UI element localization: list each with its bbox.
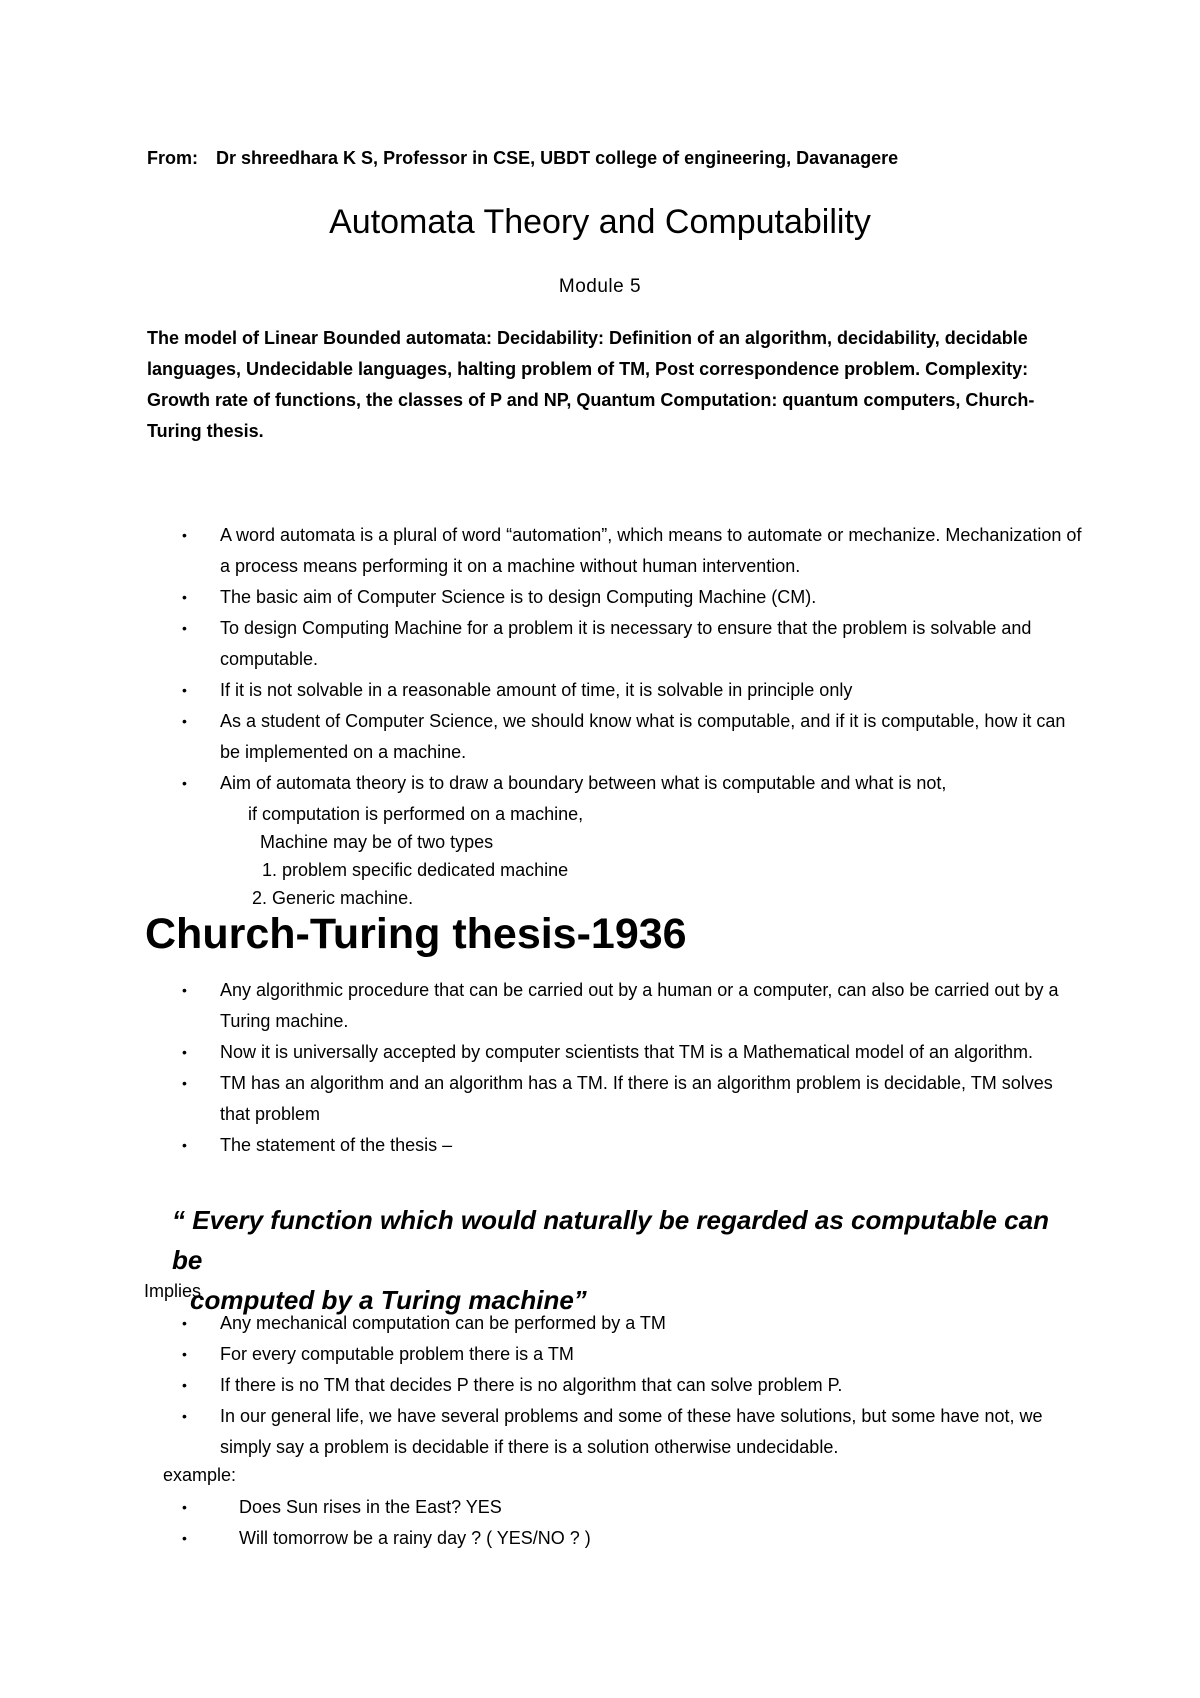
bullet-icon: • <box>182 1530 187 1546</box>
list-item: • For every computable problem there is a TM <box>147 1339 1087 1370</box>
thesis-quote <box>172 1200 1072 1320</box>
list-item: • Aim of automata theory is to draw a boundary between what is computable and what is not, <box>147 768 1087 799</box>
module-label: Module 5 <box>558 276 642 297</box>
bullet-icon: • <box>182 775 187 791</box>
machine-types-label: Machine may be of two types <box>260 832 494 852</box>
continuation-text: if computation is performed on a machine, <box>248 804 584 824</box>
list-item: • Any algorithmic procedure that can be carried out by a human or a computer, can also be carried out by a Turing machine. <box>147 975 1087 1037</box>
bullet-icon: • <box>182 982 187 998</box>
example-label: example: <box>163 1465 237 1485</box>
bullet-icon: • <box>182 620 187 636</box>
list-item: • As a student of Computer Science, we should know what is computable, and if it is computable, how it can be implemented on a machine. <box>147 706 1087 768</box>
document-title: Automata Theory and Computability <box>329 203 871 241</box>
bullet-icon: • <box>182 1044 187 1060</box>
intro-bullet-list <box>147 520 1087 799</box>
list-item: • If there is no TM that decides P there is no algorithm that can solve problem P. <box>147 1370 1087 1401</box>
author-text: Dr shreedhara K S, Professor in CSE, UBDT college of engineering, Davanagere <box>216 148 899 168</box>
quote-line: computed by a Turing machine” <box>190 1285 587 1315</box>
bullet-icon: • <box>182 713 187 729</box>
bullet-icon: • <box>182 1137 187 1153</box>
bullet-icon: • <box>182 682 187 698</box>
author-line <box>147 148 898 169</box>
machine-type-item: 1. problem specific dedicated machine <box>262 860 569 880</box>
bullet-icon: • <box>182 1075 187 1091</box>
implies-label: Implies <box>144 1281 202 1301</box>
list-item: • Any mechanical computation can be performed by a TM <box>147 1308 1087 1339</box>
list-item: • In our general life, we have several problems and some of these have solutions, but some have not, we simply say a problem is decidable if there is a solution otherwise undecidable. <box>147 1401 1087 1463</box>
machine-type-item: 2. Generic machine. <box>252 888 414 908</box>
list-item: • The statement of the thesis – <box>147 1130 1087 1161</box>
bullet-icon: • <box>182 1315 187 1331</box>
section-heading: Church-Turing thesis-1936 <box>145 910 687 958</box>
from-label: From: <box>147 148 198 168</box>
thesis-bullet-list <box>147 975 1087 1161</box>
bullet-icon: • <box>182 1408 187 1424</box>
bullet-icon: • <box>182 527 187 543</box>
quote-line: “ Every function which would naturally be regarded as computable can be <box>172 1205 1049 1275</box>
bullet-icon: • <box>182 1346 187 1362</box>
bullet-icon: • <box>182 1499 187 1515</box>
list-item: • TM has an algorithm and an algorithm has a TM. If there is an algorithm problem is decidable, TM solves that problem <box>147 1068 1087 1130</box>
list-item: • The basic aim of Computer Science is to design Computing Machine (CM). <box>147 582 1087 613</box>
implies-bullet-list <box>147 1308 1087 1463</box>
syllabus-paragraph: The model of Linear Bounded automata: Decidability: Definition of an algorithm, decidability, decidable languages, Undecidable languages, halting problem of TM, Post correspondence problem. Complexity: Growth rate of functions, the classes of P and NP, Quantum Computation: quantum computers, Church-Turing thesis. <box>147 328 1035 441</box>
list-item: • To design Computing Machine for a problem it is necessary to ensure that the problem is solvable and computable. <box>147 613 1087 675</box>
list-item: • A word automata is a plural of word “automation”, which means to automate or mechanize. Mechanization of a process means performing it on a machine without human intervention. <box>147 520 1087 582</box>
list-item: • Does Sun rises in the East? YES <box>147 1492 1087 1523</box>
list-item: • Now it is universally accepted by computer scientists that TM is a Mathematical model of an algorithm. <box>147 1037 1087 1068</box>
bullet-icon: • <box>182 1377 187 1393</box>
list-item: • If it is not solvable in a reasonable amount of time, it is solvable in principle only <box>147 675 1087 706</box>
bullet-icon: • <box>182 589 187 605</box>
example-bullet-list <box>147 1492 1087 1554</box>
list-item: • Will tomorrow be a rainy day ? ( YES/NO ? ) <box>147 1523 1087 1554</box>
